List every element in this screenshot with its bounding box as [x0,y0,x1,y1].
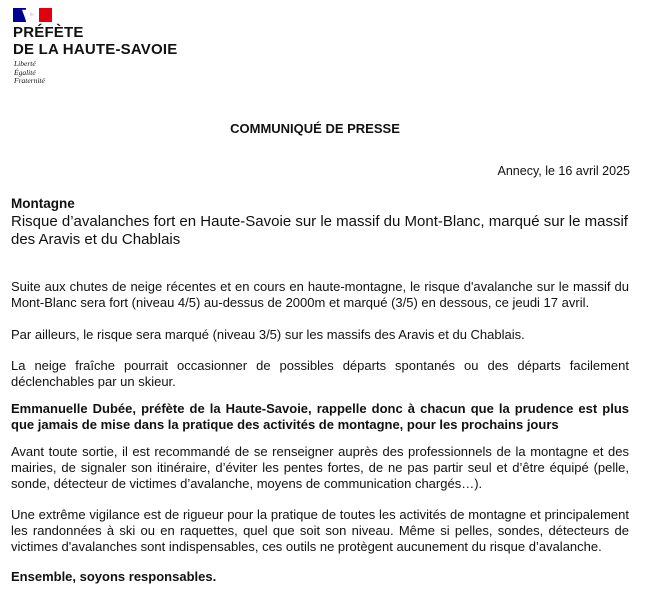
marianne-logo [13,8,52,22]
motto-fraternite: Fraternité [14,76,45,85]
motto-egalite: Égalité [14,67,36,77]
document-title: COMMUNIQUÉ DE PRESSE [230,121,400,136]
document-date: Annecy, le 16 avril 2025 [497,164,630,178]
paragraph-3: La neige fraîche pourrait occasionner de possibles départs spontanés ou des départs facilement déclenchables par un skieur. [11,358,629,389]
republic-motto [14,60,45,86]
paragraph-2: Par ailleurs, le risque sera marqué (niveau 3/5) sur les massifs des Aravis et du Chablais. [11,327,525,342]
paragraph-6: Une extrême vigilance est de rigueur pour la pratique de toutes les activités de montagne et principalement les randonnées à ski ou en raquettes, quel que soit son niveau. Même si pelles, sondes, détecteurs de victimes d'avalanches sont indispensables, ces outils ne protègent aucunement du risque d’avalanche. [11,507,629,554]
prefecture-line-2: DE LA HAUTE-SAVOIE [13,41,178,58]
document-body [11,196,629,585]
subtitle: Risque d’avalanches fort en Haute-Savoie sur le massif du Mont-Blanc, marqué sur le massif des Aravis et du Chablais [11,213,628,248]
motto-liberte: Liberté [14,59,36,68]
prefecture-line-1: PRÉFÈTE [13,24,84,41]
paragraph-1: Suite aux chutes de neige récentes et en cours en haute-montagne, le risque d'avalanche sur le massif du Mont-Blanc sera fort (niveau 4/5) au-dessus de 2000m et marqué (3/5) en dessous, ce jeudi 17 avril. [11,279,629,310]
prefecture-name [13,24,177,58]
paragraph-5: Avant toute sortie, il est recommandé de se renseigner auprès des professionnels de la montagne et des mairies, de signaler son itinéraire, d’éviter les pentes fortes, de ne pas partir seul et d’être équipé (pelle, sonde, détecteur de victimes d’avalanche, moyens de communication chargés…). [11,444,629,491]
closing-line: Ensemble, soyons responsables. [11,569,217,584]
subject: Montagne [11,196,75,211]
paragraph-4-emphasis: Emmanuelle Dubée, préfète de la Haute-Savoie, rappelle donc à chacun que la prudence est plus que jamais de mise dans la pratique des activités de montagne, pour les prochains jours [11,401,629,432]
